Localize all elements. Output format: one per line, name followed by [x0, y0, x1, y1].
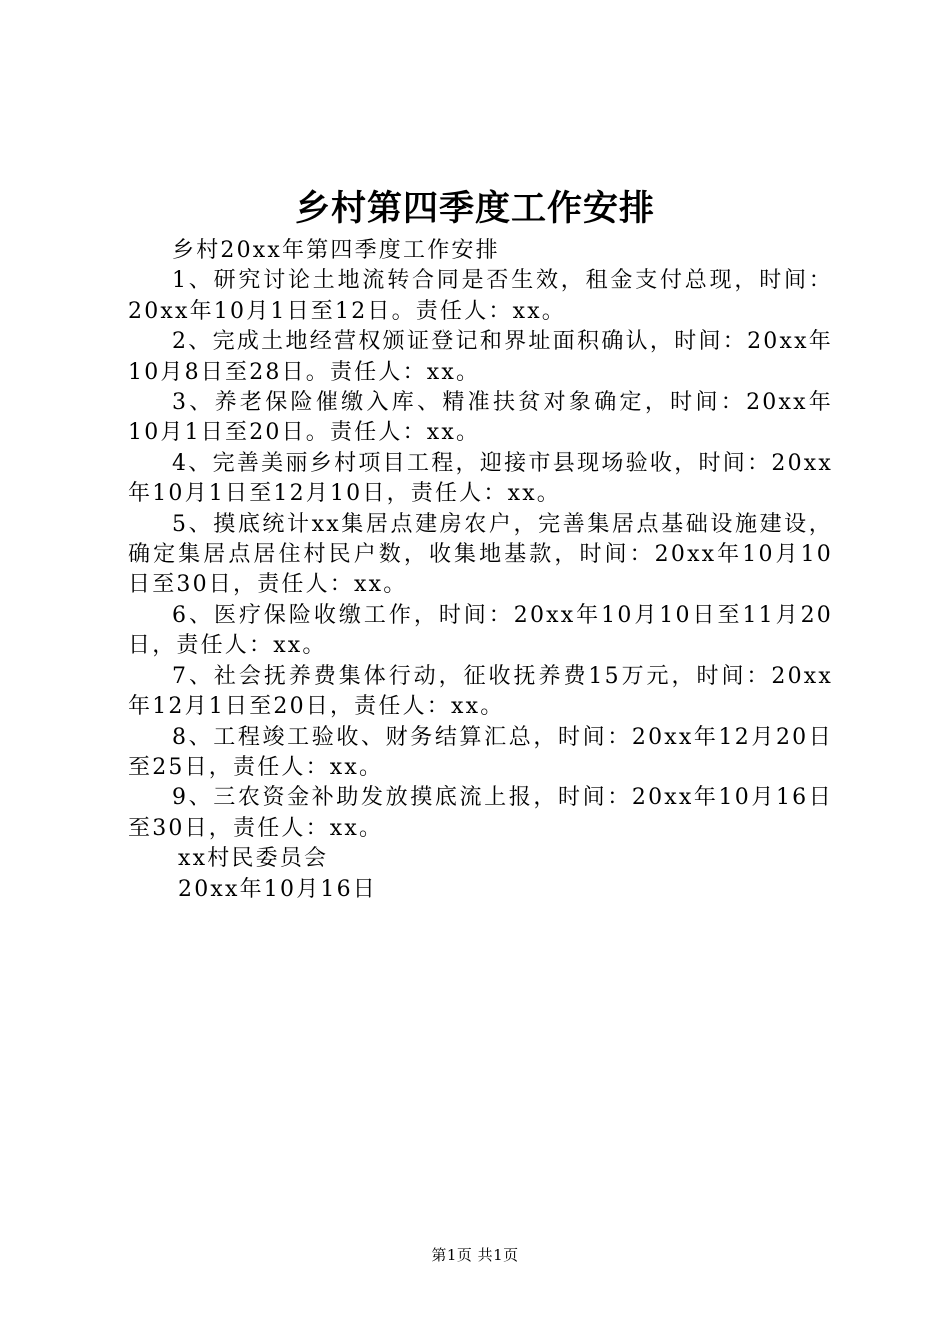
task-item-2: 2、完成土地经营权颁证登记和界址面积确认，时间：20xx年10月8日至28日。责任人：xx。 [128, 329, 833, 385]
document-body [128, 236, 833, 905]
task-item-6: 6、医疗保险收缴工作，时间：20xx年10月10日至11月20日，责任人：xx。 [128, 602, 833, 659]
page-footer: 第1页 共1页 [431, 1246, 519, 1264]
document-date: 20xx年10月16日 [178, 876, 377, 902]
task-item-4: 4、完善美丽乡村项目工程，迎接市县现场验收，时间：20xx年10月1日至12月10日，责任人：xx。 [128, 450, 833, 507]
task-item-5: 5、摸底统计xx集居点建房农户，完善集居点基础设施建设，确定集居点居住村民户数，收集地基款，时间：20xx年10月10日至30日，责任人：xx。 [128, 511, 833, 598]
document-title: 乡村第四季度工作安排 [294, 188, 655, 229]
task-item-1: 1、研究讨论土地流转合同是否生效，租金支付总现，时间：20xx年10月1日至12日。责任人：xx。 [128, 268, 833, 324]
signature: xx村民委员会 [178, 846, 329, 872]
task-item-9: 9、三农资金补助发放摸底流上报，时间：20xx年10月16日至30日，责任人：xx。 [128, 785, 833, 841]
document-subtitle: 乡村20xx年第四季度工作安排 [172, 238, 500, 263]
task-item-3: 3、养老保险催缴入库、精准扶贫对象确定，时间：20xx年10月1日至20日。责任人：xx。 [128, 390, 833, 446]
task-item-7: 7、社会抚养费集体行动，征收抚养费15万元，时间：20xx年12月1日至20日，责任人：xx。 [128, 663, 833, 720]
task-item-8: 8、工程竣工验收、财务结算汇总，时间：20xx年12月20日至25日，责任人：xx。 [128, 724, 833, 780]
